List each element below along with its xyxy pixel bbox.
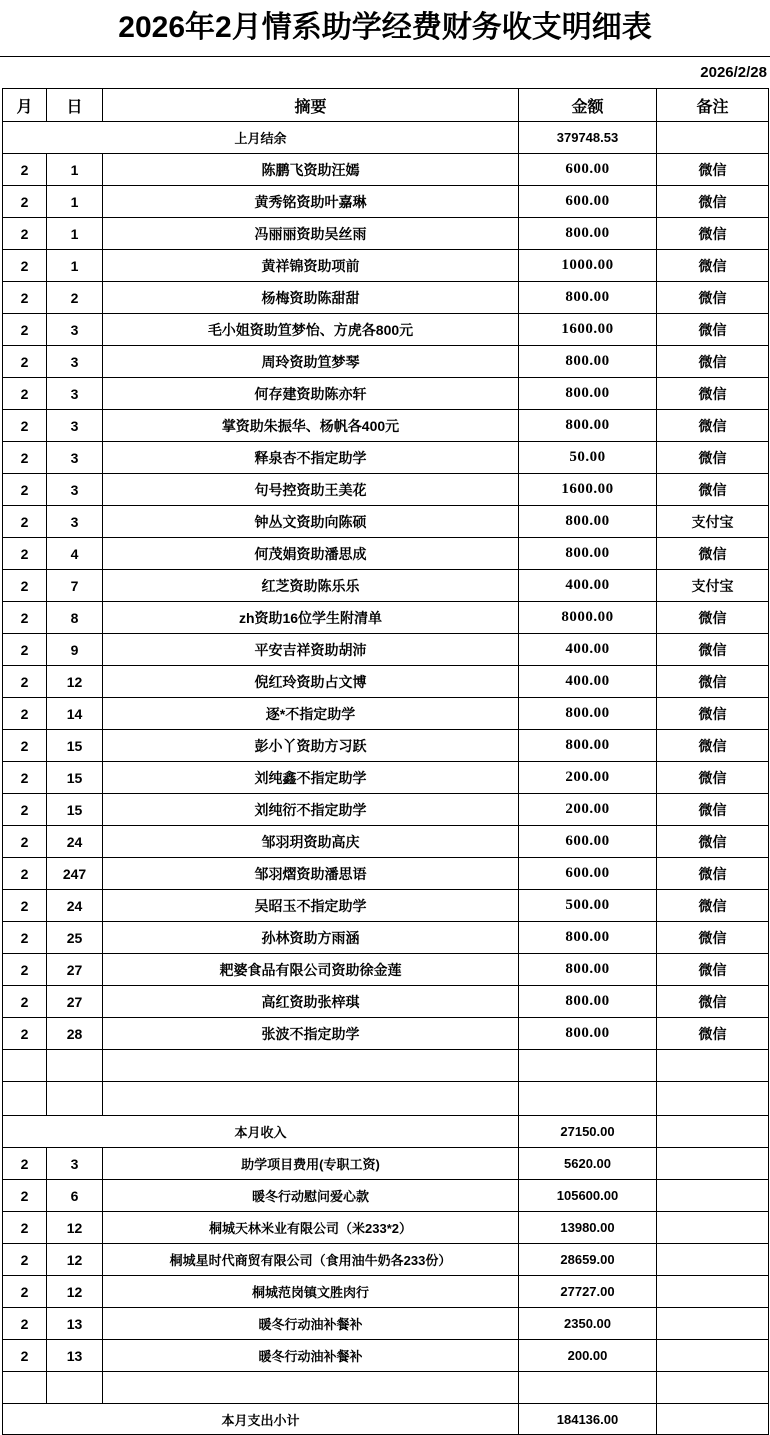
month-cell: 2 bbox=[3, 826, 47, 858]
ledger-row bbox=[3, 1180, 769, 1212]
col-header-day: 日 bbox=[47, 89, 103, 122]
summary-cell: 暖冬行动油补餐补 bbox=[103, 1340, 519, 1372]
amount-cell: 400.00 bbox=[519, 666, 657, 698]
day-cell: 13 bbox=[47, 1340, 103, 1372]
day-cell: 24 bbox=[47, 826, 103, 858]
summary-cell: 桐城天林米业有限公司（米233*2） bbox=[103, 1212, 519, 1244]
ledger-row bbox=[3, 634, 769, 666]
amount-cell: 800.00 bbox=[519, 986, 657, 1018]
amount-cell: 800.00 bbox=[519, 922, 657, 954]
amount-cell: 379748.53 bbox=[519, 122, 657, 154]
month-cell: 2 bbox=[3, 954, 47, 986]
amount-cell: 800.00 bbox=[519, 538, 657, 570]
day-cell: 27 bbox=[47, 986, 103, 1018]
summary-cell: 钟丛文资助向陈硕 bbox=[103, 506, 519, 538]
month-cell: 2 bbox=[3, 570, 47, 602]
summary-cell: 刘纯衍不指定助学 bbox=[103, 794, 519, 826]
remark-cell bbox=[657, 1116, 769, 1148]
summary-cell: 释泉杏不指定助学 bbox=[103, 442, 519, 474]
remark-cell: 微信 bbox=[657, 826, 769, 858]
remark-cell bbox=[657, 1050, 769, 1082]
ledger-table bbox=[2, 88, 769, 1435]
day-cell: 12 bbox=[47, 1276, 103, 1308]
ledger-row bbox=[3, 314, 769, 346]
summary-cell: 陈鹏飞资助汪嫣 bbox=[103, 154, 519, 186]
amount-cell: 800.00 bbox=[519, 218, 657, 250]
day-cell: 3 bbox=[47, 410, 103, 442]
amount-cell: 800.00 bbox=[519, 954, 657, 986]
total-label-cell: 本月支出小计 bbox=[3, 1404, 519, 1435]
summary-cell: 耙婆食品有限公司资助徐金莲 bbox=[103, 954, 519, 986]
col-header-amount: 金额 bbox=[519, 89, 657, 122]
summary-cell: 暖冬行动油补餐补 bbox=[103, 1308, 519, 1340]
ledger-row bbox=[3, 666, 769, 698]
ledger-row bbox=[3, 986, 769, 1018]
remark-cell: 微信 bbox=[657, 698, 769, 730]
amount-cell: 800.00 bbox=[519, 698, 657, 730]
month-cell bbox=[3, 1050, 47, 1082]
day-cell: 4 bbox=[47, 538, 103, 570]
day-cell: 14 bbox=[47, 698, 103, 730]
remark-cell: 微信 bbox=[657, 282, 769, 314]
remark-cell bbox=[657, 122, 769, 154]
ledger-row bbox=[3, 410, 769, 442]
blank-row bbox=[3, 1082, 769, 1116]
amount-cell: 800.00 bbox=[519, 282, 657, 314]
summary-cell: 张波不指定助学 bbox=[103, 1018, 519, 1050]
day-cell: 15 bbox=[47, 762, 103, 794]
day-cell: 2 bbox=[47, 282, 103, 314]
summary-cell: 何存建资助陈亦轩 bbox=[103, 378, 519, 410]
day-cell: 28 bbox=[47, 1018, 103, 1050]
amount-cell: 600.00 bbox=[519, 186, 657, 218]
summary-cell bbox=[103, 1082, 519, 1116]
summary-cell: zh资助16位学生附清单 bbox=[103, 602, 519, 634]
ledger-row bbox=[3, 378, 769, 410]
day-cell: 3 bbox=[47, 314, 103, 346]
ledger-row bbox=[3, 506, 769, 538]
summary-cell: 高红资助张梓琪 bbox=[103, 986, 519, 1018]
ledger-row bbox=[3, 1340, 769, 1372]
day-cell: 3 bbox=[47, 378, 103, 410]
remark-cell: 微信 bbox=[657, 730, 769, 762]
ledger-row bbox=[3, 826, 769, 858]
remark-cell bbox=[657, 1340, 769, 1372]
remark-cell: 微信 bbox=[657, 314, 769, 346]
day-cell: 247 bbox=[47, 858, 103, 890]
amount-cell: 200.00 bbox=[519, 762, 657, 794]
amount-cell: 600.00 bbox=[519, 154, 657, 186]
day-cell bbox=[47, 1372, 103, 1404]
report-date: 2026/2/28 bbox=[700, 64, 767, 81]
amount-cell: 200.00 bbox=[519, 794, 657, 826]
amount-cell: 800.00 bbox=[519, 730, 657, 762]
amount-cell: 600.00 bbox=[519, 826, 657, 858]
month-cell bbox=[3, 1372, 47, 1404]
amount-cell: 800.00 bbox=[519, 378, 657, 410]
remark-cell: 微信 bbox=[657, 890, 769, 922]
summary-total-row bbox=[3, 1404, 769, 1435]
amount-cell bbox=[519, 1050, 657, 1082]
ledger-row bbox=[3, 858, 769, 890]
amount-cell bbox=[519, 1372, 657, 1404]
amount-cell: 13980.00 bbox=[519, 1212, 657, 1244]
month-cell: 2 bbox=[3, 154, 47, 186]
remark-cell: 微信 bbox=[657, 634, 769, 666]
summary-cell: 吴昭玉不指定助学 bbox=[103, 890, 519, 922]
month-cell: 2 bbox=[3, 282, 47, 314]
ledger-row bbox=[3, 954, 769, 986]
amount-cell: 1600.00 bbox=[519, 314, 657, 346]
month-cell: 2 bbox=[3, 890, 47, 922]
col-header-summary: 摘要 bbox=[103, 89, 519, 122]
summary-cell: 毛小姐资助笪梦怡、方虎各800元 bbox=[103, 314, 519, 346]
ledger-row bbox=[3, 346, 769, 378]
month-cell: 2 bbox=[3, 698, 47, 730]
day-cell: 27 bbox=[47, 954, 103, 986]
remark-cell bbox=[657, 1276, 769, 1308]
month-cell: 2 bbox=[3, 762, 47, 794]
remark-cell: 微信 bbox=[657, 154, 769, 186]
col-header-month: 月 bbox=[3, 89, 47, 122]
day-cell: 6 bbox=[47, 1180, 103, 1212]
month-cell: 2 bbox=[3, 730, 47, 762]
summary-cell: 邹羽熠资助潘思语 bbox=[103, 858, 519, 890]
ledger-row bbox=[3, 602, 769, 634]
remark-cell: 微信 bbox=[657, 666, 769, 698]
amount-cell: 2350.00 bbox=[519, 1308, 657, 1340]
ledger-row bbox=[3, 1212, 769, 1244]
month-cell: 2 bbox=[3, 1148, 47, 1180]
page-title: 2026年2月情系助学经费财务收支明细表 bbox=[0, 0, 770, 57]
month-cell: 2 bbox=[3, 314, 47, 346]
day-cell: 7 bbox=[47, 570, 103, 602]
month-cell bbox=[3, 1082, 47, 1116]
ledger-row bbox=[3, 538, 769, 570]
ledger-row bbox=[3, 1308, 769, 1340]
remark-cell: 微信 bbox=[657, 442, 769, 474]
remark-cell: 微信 bbox=[657, 538, 769, 570]
ledger-row bbox=[3, 890, 769, 922]
summary-cell bbox=[103, 1372, 519, 1404]
summary-cell: 桐城星时代商贸有限公司（食用油牛奶各233份） bbox=[103, 1244, 519, 1276]
remark-cell: 微信 bbox=[657, 602, 769, 634]
day-cell: 3 bbox=[47, 1148, 103, 1180]
remark-cell: 微信 bbox=[657, 250, 769, 282]
summary-cell: 孙林资助方雨涵 bbox=[103, 922, 519, 954]
summary-cell: 何茂娟资助潘思成 bbox=[103, 538, 519, 570]
remark-cell bbox=[657, 1244, 769, 1276]
day-cell: 1 bbox=[47, 218, 103, 250]
day-cell: 15 bbox=[47, 730, 103, 762]
remark-cell: 微信 bbox=[657, 1018, 769, 1050]
remark-cell bbox=[657, 1180, 769, 1212]
month-cell: 2 bbox=[3, 186, 47, 218]
summary-cell: 彭小丫资助方习跃 bbox=[103, 730, 519, 762]
amount-cell: 800.00 bbox=[519, 346, 657, 378]
summary-cell: 暖冬行动慰问爱心款 bbox=[103, 1180, 519, 1212]
month-cell: 2 bbox=[3, 1180, 47, 1212]
summary-total-row bbox=[3, 122, 769, 154]
ledger-row bbox=[3, 1148, 769, 1180]
day-cell: 9 bbox=[47, 634, 103, 666]
amount-cell: 600.00 bbox=[519, 858, 657, 890]
day-cell: 8 bbox=[47, 602, 103, 634]
day-cell: 3 bbox=[47, 442, 103, 474]
day-cell: 3 bbox=[47, 506, 103, 538]
remark-cell: 支付宝 bbox=[657, 506, 769, 538]
summary-cell: 黄秀铭资助叶嘉琳 bbox=[103, 186, 519, 218]
ledger-row bbox=[3, 922, 769, 954]
remark-cell: 微信 bbox=[657, 922, 769, 954]
month-cell: 2 bbox=[3, 1244, 47, 1276]
month-cell: 2 bbox=[3, 1276, 47, 1308]
amount-cell: 184136.00 bbox=[519, 1404, 657, 1435]
month-cell: 2 bbox=[3, 442, 47, 474]
month-cell: 2 bbox=[3, 1308, 47, 1340]
amount-cell: 500.00 bbox=[519, 890, 657, 922]
day-cell: 12 bbox=[47, 1244, 103, 1276]
day-cell: 13 bbox=[47, 1308, 103, 1340]
amount-cell: 1000.00 bbox=[519, 250, 657, 282]
summary-cell: 句号控资助王美花 bbox=[103, 474, 519, 506]
summary-cell bbox=[103, 1050, 519, 1082]
month-cell: 2 bbox=[3, 538, 47, 570]
month-cell: 2 bbox=[3, 1212, 47, 1244]
remark-cell: 微信 bbox=[657, 954, 769, 986]
blank-row bbox=[3, 1372, 769, 1404]
day-cell: 3 bbox=[47, 346, 103, 378]
month-cell: 2 bbox=[3, 346, 47, 378]
summary-total-row bbox=[3, 1116, 769, 1148]
amount-cell: 400.00 bbox=[519, 634, 657, 666]
ledger-row bbox=[3, 1276, 769, 1308]
amount-cell: 8000.00 bbox=[519, 602, 657, 634]
ledger-row bbox=[3, 218, 769, 250]
amount-cell: 105600.00 bbox=[519, 1180, 657, 1212]
amount-cell: 27150.00 bbox=[519, 1116, 657, 1148]
ledger-row bbox=[3, 250, 769, 282]
ledger-row bbox=[3, 794, 769, 826]
ledger-row bbox=[3, 442, 769, 474]
ledger-row bbox=[3, 282, 769, 314]
month-cell: 2 bbox=[3, 506, 47, 538]
month-cell: 2 bbox=[3, 666, 47, 698]
amount-cell: 800.00 bbox=[519, 506, 657, 538]
amount-cell: 800.00 bbox=[519, 1018, 657, 1050]
remark-cell: 微信 bbox=[657, 986, 769, 1018]
ledger-row bbox=[3, 698, 769, 730]
remark-cell: 微信 bbox=[657, 378, 769, 410]
amount-cell: 1600.00 bbox=[519, 474, 657, 506]
total-label-cell: 上月结余 bbox=[3, 122, 519, 154]
total-label-cell: 本月收入 bbox=[3, 1116, 519, 1148]
ledger-row bbox=[3, 474, 769, 506]
remark-cell bbox=[657, 1148, 769, 1180]
col-header-remark: 备注 bbox=[657, 89, 769, 122]
day-cell bbox=[47, 1082, 103, 1116]
ledger-row bbox=[3, 762, 769, 794]
day-cell: 1 bbox=[47, 250, 103, 282]
amount-cell: 5620.00 bbox=[519, 1148, 657, 1180]
summary-cell: 助学项目费用(专职工资) bbox=[103, 1148, 519, 1180]
blank-row bbox=[3, 1050, 769, 1082]
summary-cell: 红芝资助陈乐乐 bbox=[103, 570, 519, 602]
remark-cell bbox=[657, 1082, 769, 1116]
day-cell: 12 bbox=[47, 1212, 103, 1244]
summary-cell: 平安吉祥资助胡沛 bbox=[103, 634, 519, 666]
month-cell: 2 bbox=[3, 602, 47, 634]
ledger-row bbox=[3, 1018, 769, 1050]
amount-cell: 400.00 bbox=[519, 570, 657, 602]
ledger-row bbox=[3, 570, 769, 602]
amount-cell bbox=[519, 1082, 657, 1116]
remark-cell: 微信 bbox=[657, 858, 769, 890]
summary-cell: 邹羽玥资助高庆 bbox=[103, 826, 519, 858]
ledger-row bbox=[3, 154, 769, 186]
month-cell: 2 bbox=[3, 1018, 47, 1050]
summary-cell: 刘纯鑫不指定助学 bbox=[103, 762, 519, 794]
header-row bbox=[3, 89, 769, 122]
day-cell: 3 bbox=[47, 474, 103, 506]
remark-cell: 微信 bbox=[657, 410, 769, 442]
summary-cell: 掌资助朱振华、杨帆各400元 bbox=[103, 410, 519, 442]
summary-cell: 周玲资助笪梦琴 bbox=[103, 346, 519, 378]
month-cell: 2 bbox=[3, 218, 47, 250]
ledger-row bbox=[3, 730, 769, 762]
day-cell: 24 bbox=[47, 890, 103, 922]
month-cell: 2 bbox=[3, 634, 47, 666]
remark-cell: 支付宝 bbox=[657, 570, 769, 602]
day-cell bbox=[47, 1050, 103, 1082]
amount-cell: 50.00 bbox=[519, 442, 657, 474]
month-cell: 2 bbox=[3, 1340, 47, 1372]
summary-cell: 倪红玲资助占文博 bbox=[103, 666, 519, 698]
remark-cell: 微信 bbox=[657, 218, 769, 250]
day-cell: 15 bbox=[47, 794, 103, 826]
amount-cell: 800.00 bbox=[519, 410, 657, 442]
day-cell: 25 bbox=[47, 922, 103, 954]
remark-cell: 微信 bbox=[657, 762, 769, 794]
month-cell: 2 bbox=[3, 986, 47, 1018]
amount-cell: 27727.00 bbox=[519, 1276, 657, 1308]
month-cell: 2 bbox=[3, 410, 47, 442]
month-cell: 2 bbox=[3, 474, 47, 506]
summary-cell: 逐*不指定助学 bbox=[103, 698, 519, 730]
remark-cell bbox=[657, 1308, 769, 1340]
remark-cell bbox=[657, 1404, 769, 1435]
remark-cell bbox=[657, 1372, 769, 1404]
remark-cell: 微信 bbox=[657, 346, 769, 378]
summary-cell: 黄祥锦资助项前 bbox=[103, 250, 519, 282]
month-cell: 2 bbox=[3, 378, 47, 410]
remark-cell: 微信 bbox=[657, 794, 769, 826]
month-cell: 2 bbox=[3, 922, 47, 954]
amount-cell: 200.00 bbox=[519, 1340, 657, 1372]
remark-cell: 微信 bbox=[657, 474, 769, 506]
summary-cell: 桐城范岗镇文胜肉行 bbox=[103, 1276, 519, 1308]
day-cell: 1 bbox=[47, 154, 103, 186]
day-cell: 1 bbox=[47, 186, 103, 218]
amount-cell: 28659.00 bbox=[519, 1244, 657, 1276]
remark-cell: 微信 bbox=[657, 186, 769, 218]
summary-cell: 冯丽丽资助吴丝雨 bbox=[103, 218, 519, 250]
month-cell: 2 bbox=[3, 250, 47, 282]
day-cell: 12 bbox=[47, 666, 103, 698]
month-cell: 2 bbox=[3, 794, 47, 826]
summary-cell: 杨梅资助陈甜甜 bbox=[103, 282, 519, 314]
ledger-row bbox=[3, 1244, 769, 1276]
remark-cell bbox=[657, 1212, 769, 1244]
month-cell: 2 bbox=[3, 858, 47, 890]
ledger-row bbox=[3, 186, 769, 218]
